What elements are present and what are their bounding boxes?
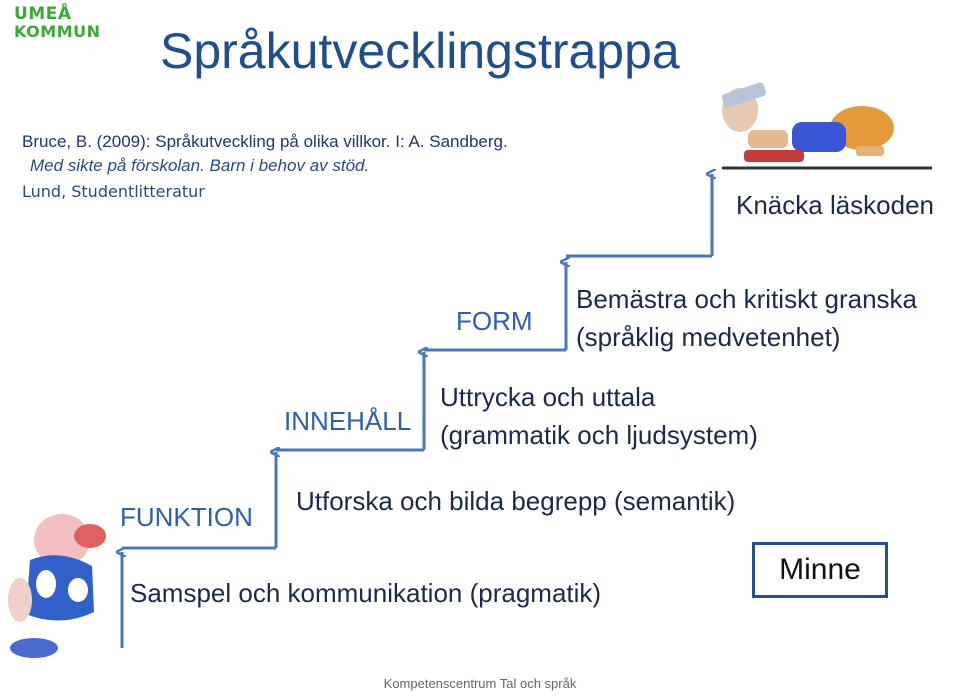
label-funktion: FUNKTION [120,502,253,532]
reading-child-illustration [721,82,894,162]
reference-line-3: Lund, Studentlitteratur [22,182,205,201]
label-form: FORM [456,306,533,336]
label-uttrycka-line-1: Uttrycka och uttala [440,382,656,412]
minne-box: Minne [752,542,888,598]
label-innehall: INNEHÅLL [284,406,412,436]
label-samspel: Samspel och kommunikation (pragmatik) [130,578,602,608]
label-knacka-laskoden: Knäcka läskoden [736,190,935,220]
label-utforska: Utforska och bilda begrepp (semantik) [296,486,736,516]
reference-line-2: Med sikte på förskolan. Barn i behov av stöd. [30,156,370,175]
label-bemastra-line-2: (språklig medvetenhet) [576,322,841,352]
child-illustration [8,514,106,658]
page-title: Språkutvecklingstrappa [160,23,680,79]
logo-line-2: KOMMUN [14,22,101,41]
label-uttrycka-line-2: (grammatik och ljudsystem) [440,420,758,450]
label-bemastra-line-1: Bemästra och kritiskt granska [576,284,918,314]
logo-line-1: UMEÅ [14,4,72,24]
reference-line-1: Bruce, B. (2009): Språkutveckling på olika villkor. I: A. Sandberg. [22,132,508,151]
footer-text: Kompetenscentrum Tal och språk [383,676,577,691]
